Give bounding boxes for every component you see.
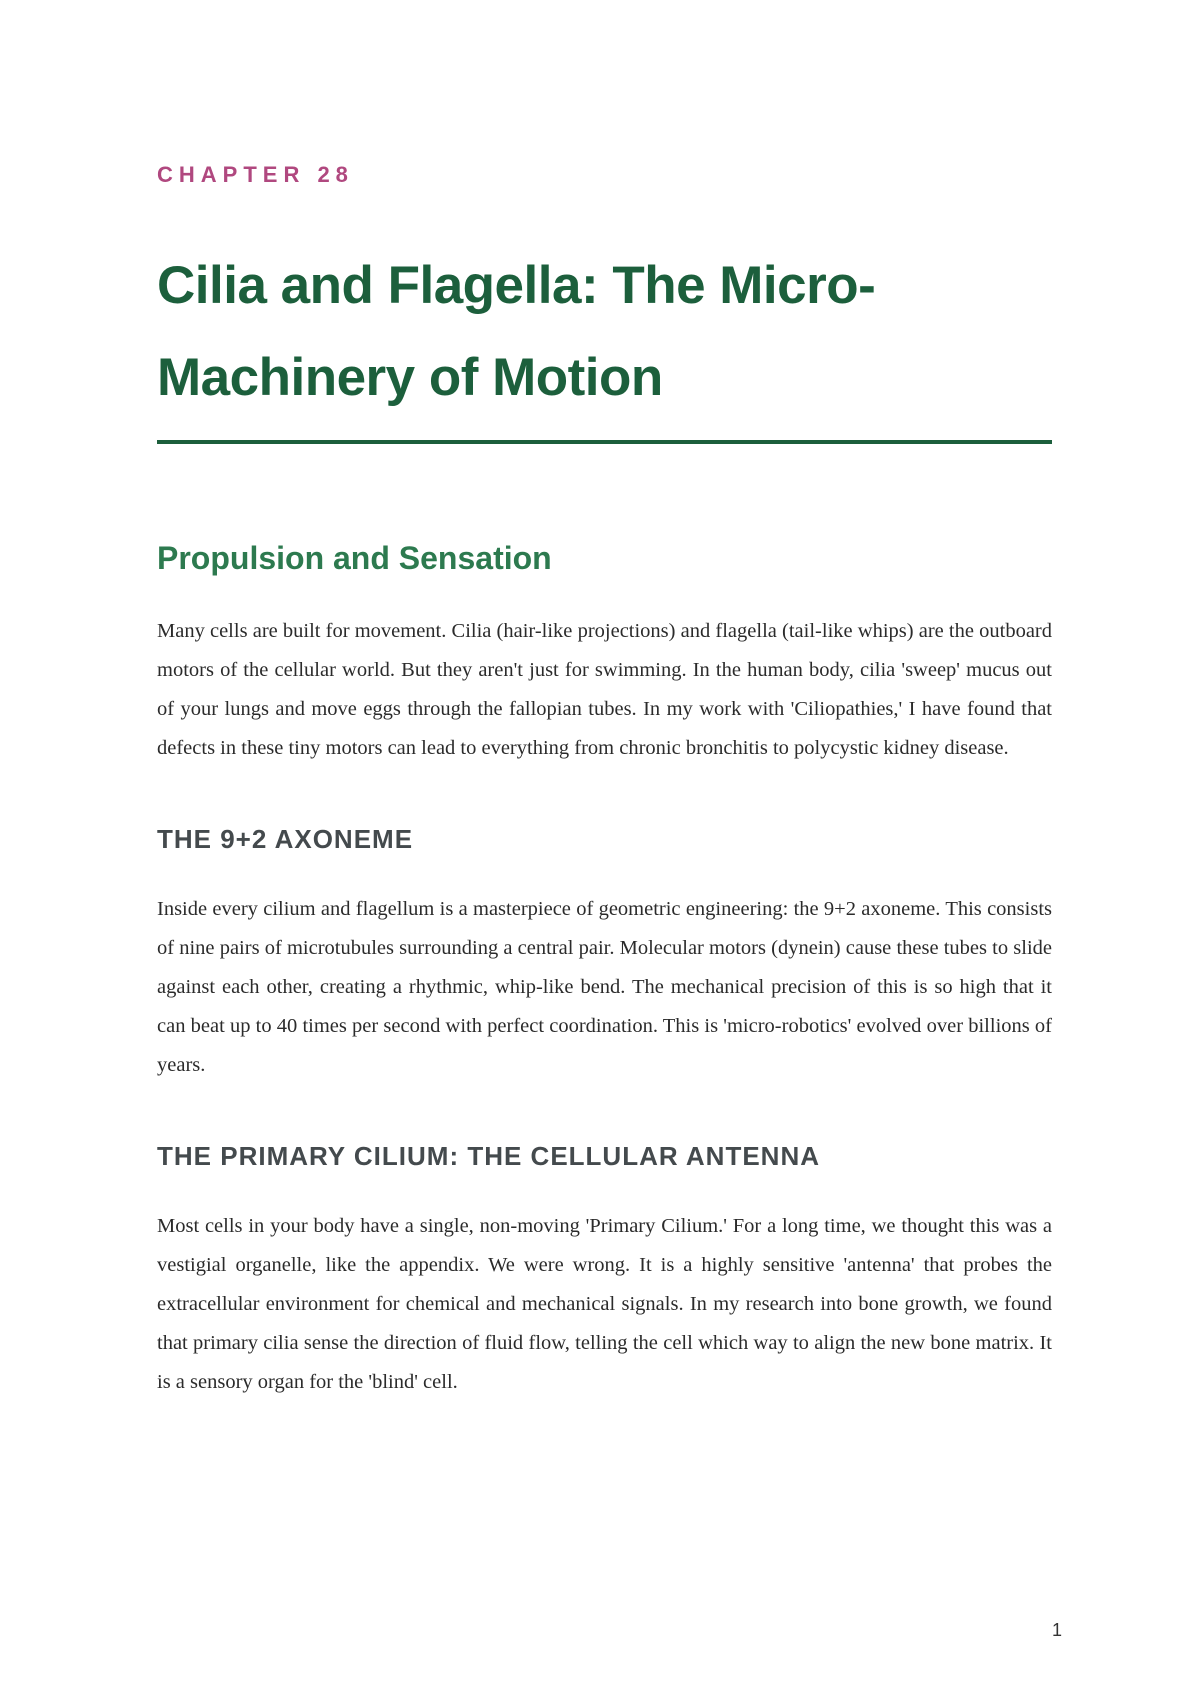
subsection-heading: THE 9+2 AXONEME bbox=[157, 824, 414, 854]
section-heading: Propulsion and Sensation bbox=[157, 540, 552, 576]
page-content bbox=[157, 158, 1052, 1402]
chapter-title: Cilia and Flagella: The Micro-Machinery of Motion bbox=[157, 256, 876, 407]
title-divider bbox=[157, 440, 1052, 444]
chapter-label: CHAPTER 28 bbox=[157, 162, 354, 187]
subsection-heading: THE PRIMARY CILIUM: THE CELLULAR ANTENNA bbox=[157, 1141, 821, 1171]
paragraph: Many cells are built for movement. Cilia (hair-like projections) and flagella (tail-like whips) are the outboard motors of the cellular world. But they aren't just for swimming. In the human body, cilia 'sweep' mucus out of your lungs and move eggs through the fallopian tubes. In my work with 'Ciliopathies,' I have found that defects in these tiny motors can lead to everything from chronic bronchitis to polycystic kidney disease. bbox=[157, 620, 1052, 759]
page-number: 1 bbox=[1051, 1620, 1062, 1640]
paragraph: Most cells in your body have a single, non-moving 'Primary Cilium.' For a long time, we thought this was a vestigial organelle, like the appendix. We were wrong. It is a highly sensitive 'antenna' that probes the extracellular environment for chemical and mechanical signals. In my research into bone growth, we found that primary cilia sense the direction of fluid flow, telling the cell which way to align the new bone matrix. It is a sensory organ for the 'blind' cell. bbox=[157, 1215, 1052, 1393]
paragraph: Inside every cilium and flagellum is a masterpiece of geometric engineering: the 9+2 axoneme. This consists of nine pairs of microtubules surrounding a central pair. Molecular motors (dynein) cause these tubes to slide against each other, creating a rhythmic, whip-like bend. The mechanical precision of this is so high that it can beat up to 40 times per second with perfect coordination. This is 'micro-robotics' evolved over billions of years. bbox=[157, 898, 1052, 1076]
